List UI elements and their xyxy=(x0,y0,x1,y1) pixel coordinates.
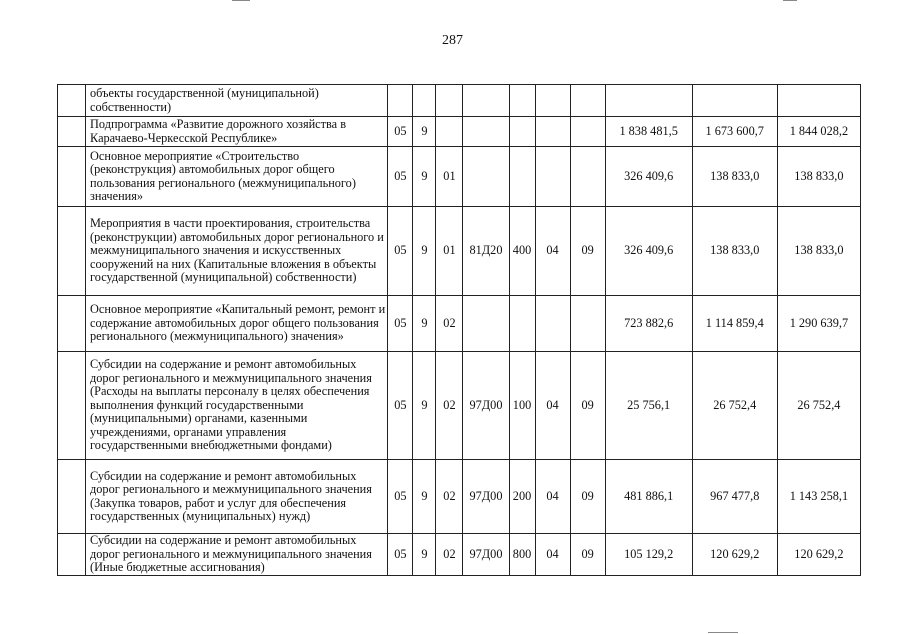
row-index-cell xyxy=(58,296,86,352)
code-cell-5 xyxy=(509,85,535,117)
row-index-cell xyxy=(58,147,86,207)
code-cell-4: 81Д20 xyxy=(463,207,509,296)
code-cell-6 xyxy=(535,85,570,117)
code-cell-6 xyxy=(535,296,570,352)
code-cell-6: 04 xyxy=(535,352,570,460)
table-row xyxy=(58,117,861,147)
code-cell-5 xyxy=(509,117,535,147)
amount-cell-2: 1 673 600,7 xyxy=(692,117,777,147)
item-name-cell: Основное мероприятие «Капитальный ремонт, ремонт и содержание автомобильных дорог общего пользования регионального (межмуниципального) значения» xyxy=(86,296,388,352)
row-index-cell xyxy=(58,207,86,296)
item-name-cell: Основное мероприятие «Строительство (реконструкция) автомобильных дорог общего пользования регионального (межмуниципального) значения» xyxy=(86,147,388,207)
amount-cell-3: 120 629,2 xyxy=(777,534,860,576)
code-cell-1: 05 xyxy=(388,207,413,296)
amount-cell-1: 25 756,1 xyxy=(605,352,692,460)
amount-cell-3: 26 752,4 xyxy=(777,352,860,460)
code-cell-1 xyxy=(388,85,413,117)
code-cell-1: 05 xyxy=(388,117,413,147)
item-name-cell: Подпрограмма «Развитие дорожного хозяйства в Карачаево-Черкесской Республике» xyxy=(86,117,388,147)
code-cell-4 xyxy=(463,296,509,352)
amount-cell-3: 1 844 028,2 xyxy=(777,117,860,147)
code-cell-5: 800 xyxy=(509,534,535,576)
scan-mark-top xyxy=(232,0,250,1)
scan-mark-bottom xyxy=(708,632,738,633)
code-cell-4 xyxy=(463,147,509,207)
amount-cell-2 xyxy=(692,85,777,117)
amount-cell-1: 1 838 481,5 xyxy=(605,117,692,147)
code-cell-7: 09 xyxy=(570,352,605,460)
table-row xyxy=(58,85,861,117)
code-cell-5: 100 xyxy=(509,352,535,460)
item-name-cell: Субсидии на содержание и ремонт автомобильных дорог регионального и межмуниципального значения (Закупка товаров, работ и услуг для обеспечения государственных (муниципальных) нужд) xyxy=(86,460,388,534)
code-cell-6: 04 xyxy=(535,460,570,534)
item-name-cell: Субсидии на содержание и ремонт автомобильных дорог регионального и межмуниципального значения (Иные бюджетные ассигнования) xyxy=(86,534,388,576)
code-cell-3: 01 xyxy=(436,207,463,296)
code-cell-1: 05 xyxy=(388,534,413,576)
code-cell-1: 05 xyxy=(388,352,413,460)
amount-cell-3: 138 833,0 xyxy=(777,147,860,207)
row-index-cell xyxy=(58,85,86,117)
code-cell-1: 05 xyxy=(388,460,413,534)
code-cell-7: 09 xyxy=(570,460,605,534)
code-cell-7 xyxy=(570,85,605,117)
amount-cell-1: 105 129,2 xyxy=(605,534,692,576)
table-row xyxy=(58,352,861,460)
row-index-cell xyxy=(58,117,86,147)
code-cell-2: 9 xyxy=(413,534,436,576)
code-cell-7 xyxy=(570,117,605,147)
code-cell-4: 97Д00 xyxy=(463,352,509,460)
code-cell-5 xyxy=(509,147,535,207)
code-cell-3: 01 xyxy=(436,147,463,207)
code-cell-2: 9 xyxy=(413,460,436,534)
code-cell-4: 97Д00 xyxy=(463,534,509,576)
budget-table xyxy=(57,84,861,576)
code-cell-4 xyxy=(463,85,509,117)
scan-mark-top-right xyxy=(783,0,797,1)
code-cell-6 xyxy=(535,117,570,147)
code-cell-2: 9 xyxy=(413,352,436,460)
amount-cell-3: 138 833,0 xyxy=(777,207,860,296)
code-cell-2: 9 xyxy=(413,147,436,207)
table-row xyxy=(58,460,861,534)
code-cell-5: 200 xyxy=(509,460,535,534)
code-cell-2: 9 xyxy=(413,117,436,147)
amount-cell-1: 326 409,6 xyxy=(605,207,692,296)
amount-cell-3 xyxy=(777,85,860,117)
code-cell-3: 02 xyxy=(436,352,463,460)
amount-cell-1: 481 886,1 xyxy=(605,460,692,534)
code-cell-3: 02 xyxy=(436,460,463,534)
code-cell-3 xyxy=(436,117,463,147)
code-cell-6: 04 xyxy=(535,207,570,296)
code-cell-2: 9 xyxy=(413,207,436,296)
amount-cell-2: 967 477,8 xyxy=(692,460,777,534)
page-number: 287 xyxy=(442,33,463,48)
table-row xyxy=(58,147,861,207)
amount-cell-3: 1 290 639,7 xyxy=(777,296,860,352)
code-cell-2: 9 xyxy=(413,296,436,352)
code-cell-1: 05 xyxy=(388,147,413,207)
code-cell-7: 09 xyxy=(570,534,605,576)
code-cell-3: 02 xyxy=(436,534,463,576)
code-cell-3: 02 xyxy=(436,296,463,352)
item-name-cell: Субсидии на содержание и ремонт автомобильных дорог регионального и межмуниципального значения (Расходы на выплаты персоналу в целях обеспечения выполнения функций государственными (муниципальными) органами, казенными учреждениями, органами управления государственными внебюджетными фондами) xyxy=(86,352,388,460)
code-cell-4: 97Д00 xyxy=(463,460,509,534)
row-index-cell xyxy=(58,534,86,576)
row-index-cell xyxy=(58,460,86,534)
amount-cell-3: 1 143 258,1 xyxy=(777,460,860,534)
row-index-cell xyxy=(58,352,86,460)
amount-cell-2: 138 833,0 xyxy=(692,147,777,207)
code-cell-5: 400 xyxy=(509,207,535,296)
code-cell-4 xyxy=(463,117,509,147)
table-row xyxy=(58,534,861,576)
code-cell-1: 05 xyxy=(388,296,413,352)
amount-cell-2: 138 833,0 xyxy=(692,207,777,296)
amount-cell-2: 120 629,2 xyxy=(692,534,777,576)
amount-cell-1: 326 409,6 xyxy=(605,147,692,207)
amount-cell-2: 1 114 859,4 xyxy=(692,296,777,352)
item-name-cell: объекты государственной (муниципальной) собственности) xyxy=(86,85,388,117)
code-cell-3 xyxy=(436,85,463,117)
amount-cell-1 xyxy=(605,85,692,117)
amount-cell-2: 26 752,4 xyxy=(692,352,777,460)
item-name-cell: Мероприятия в части проектирования, строительства (реконструкции) автомобильных дорог регионального и межмуниципального значения и искусственных сооружений на них (Капитальные вложения в объекты государственной (муниципальной) собственности) xyxy=(86,207,388,296)
code-cell-2 xyxy=(413,85,436,117)
code-cell-7: 09 xyxy=(570,207,605,296)
code-cell-5 xyxy=(509,296,535,352)
code-cell-7 xyxy=(570,147,605,207)
code-cell-6 xyxy=(535,147,570,207)
table-row xyxy=(58,207,861,296)
amount-cell-1: 723 882,6 xyxy=(605,296,692,352)
code-cell-6: 04 xyxy=(535,534,570,576)
code-cell-7 xyxy=(570,296,605,352)
table-row xyxy=(58,296,861,352)
